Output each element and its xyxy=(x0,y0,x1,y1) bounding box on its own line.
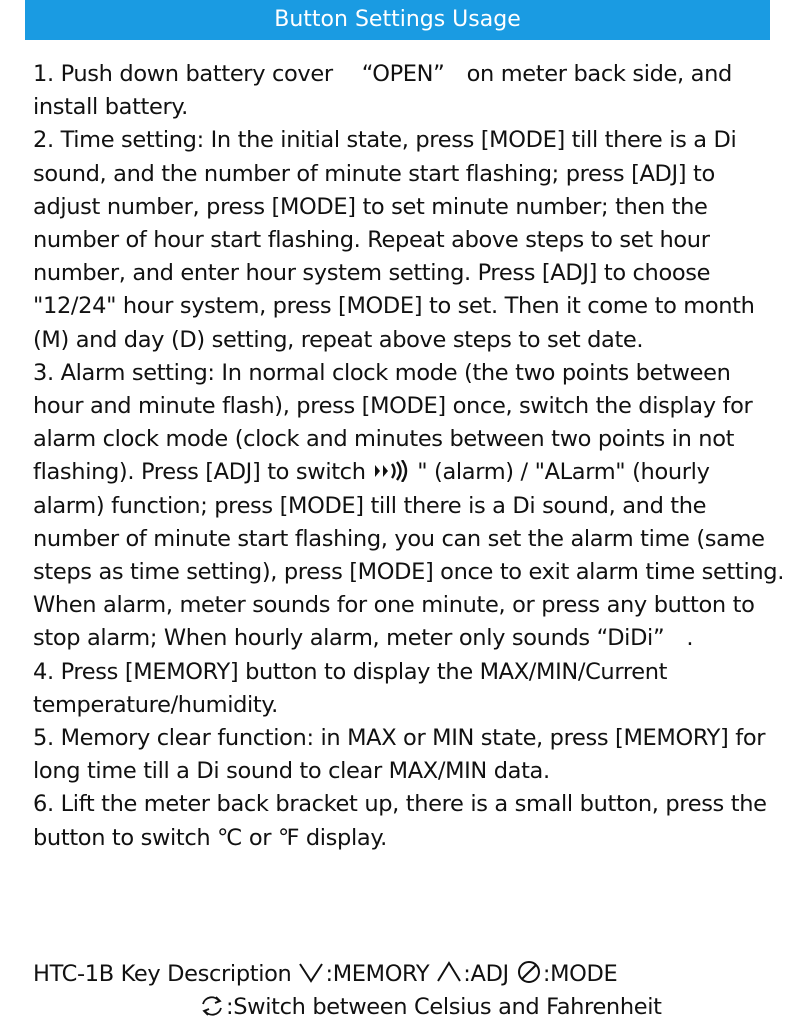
step-3-text-before: 3. Alarm setting: In normal clock mode (the two points between hour and minute flash), press [MODE] once, switch the display for alarm clock mode (clock and minutes between two points in not flashing). Press [ADJ] to switch xyxy=(33,359,753,486)
step-6: 6. Lift the meter back bracket up, there is a small button, press the button to switch ℃ or ℉ display. xyxy=(33,791,767,851)
key-description-label: HTC-1B Key Description xyxy=(33,961,292,987)
chevron-up-icon xyxy=(435,960,463,984)
key-description xyxy=(33,958,785,1024)
adj-key-label: :ADJ xyxy=(463,961,509,987)
chevron-down-icon xyxy=(297,960,325,984)
step-2: 2. Time setting: In the initial state, press [MODE] till there is a Di sound, and the number of minute start flashing; press [ADJ] to adjust number, press [MODE] to set minute number; then the number of hour start flashing. Repeat above steps to set hour number, and enter hour system setting. Press [ADJ] to choose "12/24" hour system, press [MODE] to set. Then it come to month (M) and day (D) setting, repeat above steps to set date. xyxy=(33,127,755,353)
instructions xyxy=(33,58,785,855)
step-5: 5. Memory clear function: in MAX or MIN state, press [MEMORY] for long time till a Di sound to clear MAX/MIN data. xyxy=(33,725,766,785)
circle-slash-icon xyxy=(515,960,543,984)
memory-key-label: :MEMORY xyxy=(325,961,430,987)
switch-key-label: :Switch between Celsius and Fahrenheit xyxy=(226,994,662,1021)
step-1: 1. Push down battery cover “OPEN” on meter back side, and install battery. xyxy=(33,61,732,121)
title-bar xyxy=(25,0,770,40)
mode-key-label: :MODE xyxy=(542,961,618,987)
step-3-text-after: " (alarm) / "ALarm" (hourly alarm) function; press [MODE] till there is a Di sound, and the number of minute start flashing, you can set the alarm time (same steps as time setting), press [MODE] once to exit alarm time setting. When alarm, meter sounds for one minute, or press any button to stop alarm; When hourly alarm, meter only sounds “DiDi” . xyxy=(33,459,784,652)
step-3 xyxy=(33,357,785,656)
alarm-sound-icon xyxy=(372,460,410,482)
refresh-icon xyxy=(198,994,226,1018)
step-4: 4. Press [MEMORY] button to display the MAX/MIN/Current temperature/humidity. xyxy=(33,658,668,718)
page-title: Button Settings Usage xyxy=(274,7,521,32)
